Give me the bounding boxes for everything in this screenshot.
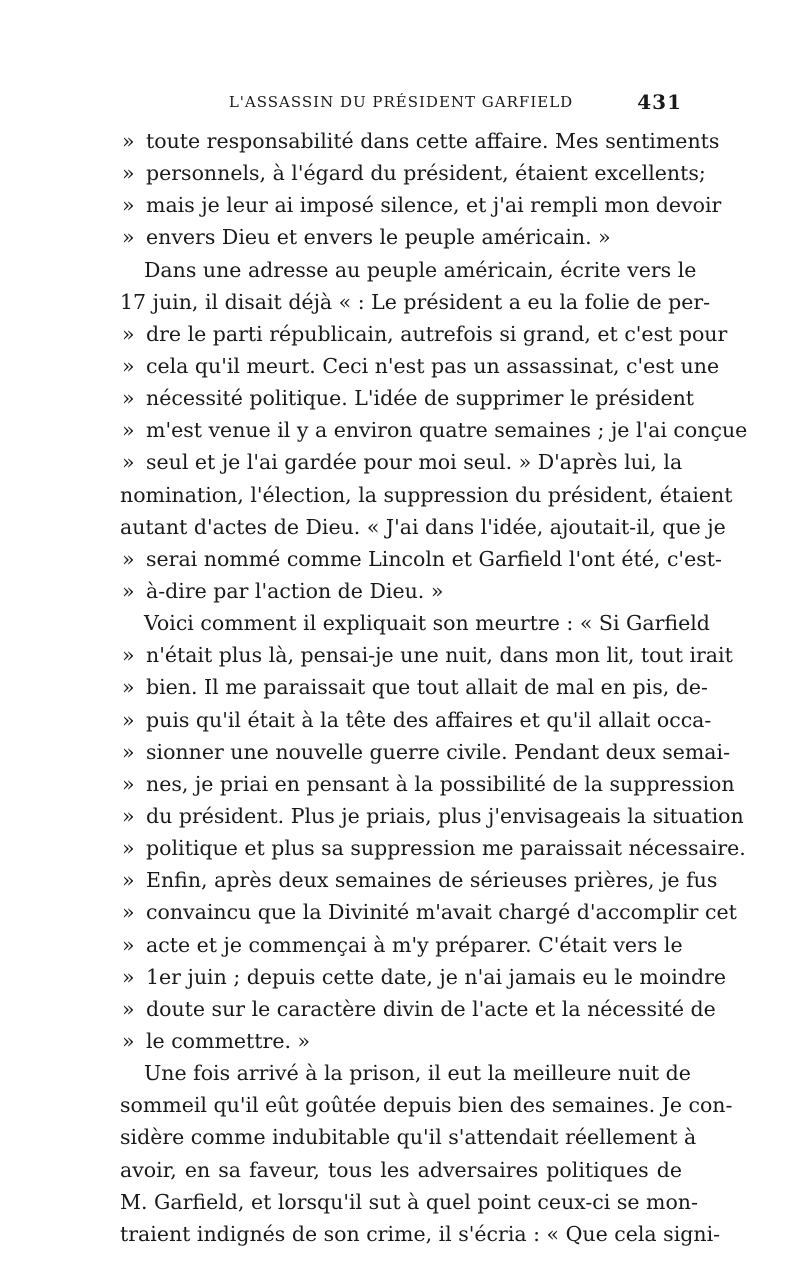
line-text: cela qu'il meurt. Ceci n'est pas un assassinat, c'est une: [146, 353, 720, 378]
quote-continuation-mark: »: [122, 803, 135, 828]
line-text: sidère comme indubitable qu'il s'attendait réellement à: [120, 1125, 697, 1150]
quote-continuation-mark: »: [122, 868, 135, 893]
quote-continuation-mark: »: [122, 643, 135, 668]
line-text: toute responsabilité dans cette affaire. Mes sentiments: [146, 129, 720, 153]
text-line: [120, 704, 712, 736]
quote-continuation-mark: »: [122, 996, 135, 1021]
quote-continuation-mark: »: [122, 193, 135, 218]
line-text: M. Garfield, et lorsqu'il sut à quel point ceux-ci se mon-: [120, 1189, 698, 1214]
line-text: autant d'actes de Dieu. « J'ai dans l'idée, ajoutait-il, que je: [120, 514, 726, 539]
text-line: [120, 1025, 682, 1057]
line-text: politique et plus sa suppression me paraissait nécessaire.: [146, 836, 746, 861]
quote-continuation-mark: »: [122, 707, 135, 732]
quote-continuation-mark: »: [122, 450, 135, 475]
line-text: mais je leur ai imposé silence, et j'ai rempli mon devoir: [146, 193, 722, 218]
line-text: envers Dieu et envers le peuple américain. »: [146, 225, 611, 250]
quote-continuation-mark: »: [122, 1028, 135, 1053]
quote-continuation-mark: »: [122, 225, 135, 250]
text-line: [120, 254, 697, 286]
text-line: [120, 382, 695, 414]
quote-continuation-mark: »: [122, 739, 135, 764]
line-text: Voici comment il expliquait son meurtre : « Si Garfield: [144, 611, 710, 636]
text-line: [120, 479, 733, 511]
text-line: [120, 1154, 682, 1186]
quote-continuation-mark: »: [122, 546, 135, 571]
line-text: doute sur le caractère divin de l'acte et la nécessité de: [146, 996, 716, 1021]
text-line: [120, 671, 708, 703]
text-line: [120, 414, 748, 446]
text-line: [120, 993, 716, 1025]
line-text: 17 juin, il disait déjà « : Le président a eu la folie de per-: [120, 289, 711, 314]
line-text: sommeil qu'il eût goûtée depuis bien des semaines. Je con-: [120, 1093, 733, 1118]
text-line: [120, 1057, 691, 1089]
quote-continuation-mark: »: [122, 771, 135, 796]
line-text: serai nommé comme Lincoln et Garfield l'ont été, c'est-: [146, 546, 722, 571]
line-text: Dans une adresse au peuple américain, écrite vers le: [144, 257, 697, 282]
quote-continuation-mark: »: [122, 353, 135, 378]
text-line: [120, 736, 730, 768]
text-line: [120, 1089, 733, 1121]
text-line: [120, 929, 682, 961]
line-text: personnels, à l'égard du président, étaient excellents;: [146, 161, 706, 186]
line-text: nécessité politique. L'idée de supprimer le président: [146, 386, 695, 411]
text-line: [120, 607, 710, 639]
running-head: [120, 90, 682, 115]
text-line: [120, 575, 682, 607]
line-text: nes, je priai en pensant à la possibilité de la suppression: [146, 771, 735, 796]
text-line: [120, 350, 720, 382]
quote-continuation-mark: »: [122, 964, 135, 989]
text-line: [120, 896, 737, 928]
text-line: [120, 639, 733, 671]
text-line: [120, 961, 727, 993]
quote-continuation-mark: »: [122, 675, 135, 700]
text-line: [120, 189, 722, 221]
line-text: traient indignés de son crime, il s'écria : « Que cela signi-: [120, 1221, 721, 1246]
quote-continuation-mark: »: [122, 578, 135, 603]
line-text: Enfin, après deux semaines de sérieuses prières, je fus: [146, 868, 718, 893]
quote-continuation-mark: »: [122, 129, 135, 153]
text-line: [120, 1218, 721, 1250]
body-text: [120, 125, 748, 1250]
quote-continuation-mark: »: [122, 386, 135, 411]
text-line: [120, 1121, 697, 1153]
line-text: puis qu'il était à la tête des affaires et qu'il allait occa-: [146, 707, 712, 732]
quote-continuation-mark: »: [122, 418, 135, 443]
line-text: le commettre. »: [146, 1028, 311, 1053]
line-text: nomination, l'élection, la suppression du président, étaient: [120, 482, 733, 507]
text-line: [120, 832, 746, 864]
text-line: [120, 318, 728, 350]
page-number: 431: [637, 90, 682, 114]
line-text: acte et je commençai à m'y préparer. C'était vers le: [146, 932, 683, 957]
text-line: [120, 864, 718, 896]
text-line: [120, 543, 722, 575]
line-text: convaincu que la Divinité m'avait chargé d'accomplir cet: [146, 900, 737, 925]
text-line: [120, 221, 682, 253]
line-text: m'est venue il y a environ quatre semaines ; je l'ai conçue: [146, 418, 748, 443]
text-line: [120, 511, 726, 543]
line-text: seul et je l'ai gardée pour moi seul. » D'après lui, la: [146, 450, 683, 475]
line-text: Une fois arrivé à la prison, il eut la meilleure nuit de: [144, 1061, 691, 1086]
text-line: [120, 286, 711, 318]
line-text: du président. Plus je priais, plus j'envisageais la situation: [146, 803, 744, 828]
text-line: [120, 768, 735, 800]
quote-continuation-mark: »: [122, 900, 135, 925]
text-line: [120, 800, 744, 832]
text-line: [120, 1186, 698, 1218]
line-text: n'était plus là, pensai-je une nuit, dans mon lit, tout irait: [146, 643, 733, 668]
line-text: à-dire par l'action de Dieu. »: [146, 578, 444, 603]
line-text: sionner une nouvelle guerre civile. Pendant deux semai-: [146, 739, 730, 764]
quote-continuation-mark: »: [122, 836, 135, 861]
text-line: [120, 446, 682, 478]
line-text: 1er juin ; depuis cette date, je n'ai jamais eu le moindre: [146, 964, 727, 989]
text-line: [120, 157, 706, 189]
quote-continuation-mark: »: [122, 321, 135, 346]
line-text: avoir, en sa faveur, tous les adversaires politiques de: [120, 1157, 682, 1182]
running-title: L'ASSASSIN DU PRÉSIDENT GARFIELD: [228, 93, 574, 111]
text-line: [120, 125, 720, 157]
line-text: bien. Il me paraissait que tout allait de mal en pis, de-: [146, 675, 708, 700]
quote-continuation-mark: »: [122, 161, 135, 186]
line-text: dre le parti républicain, autrefois si grand, et c'est pour: [146, 321, 728, 346]
quote-continuation-mark: »: [122, 932, 135, 957]
